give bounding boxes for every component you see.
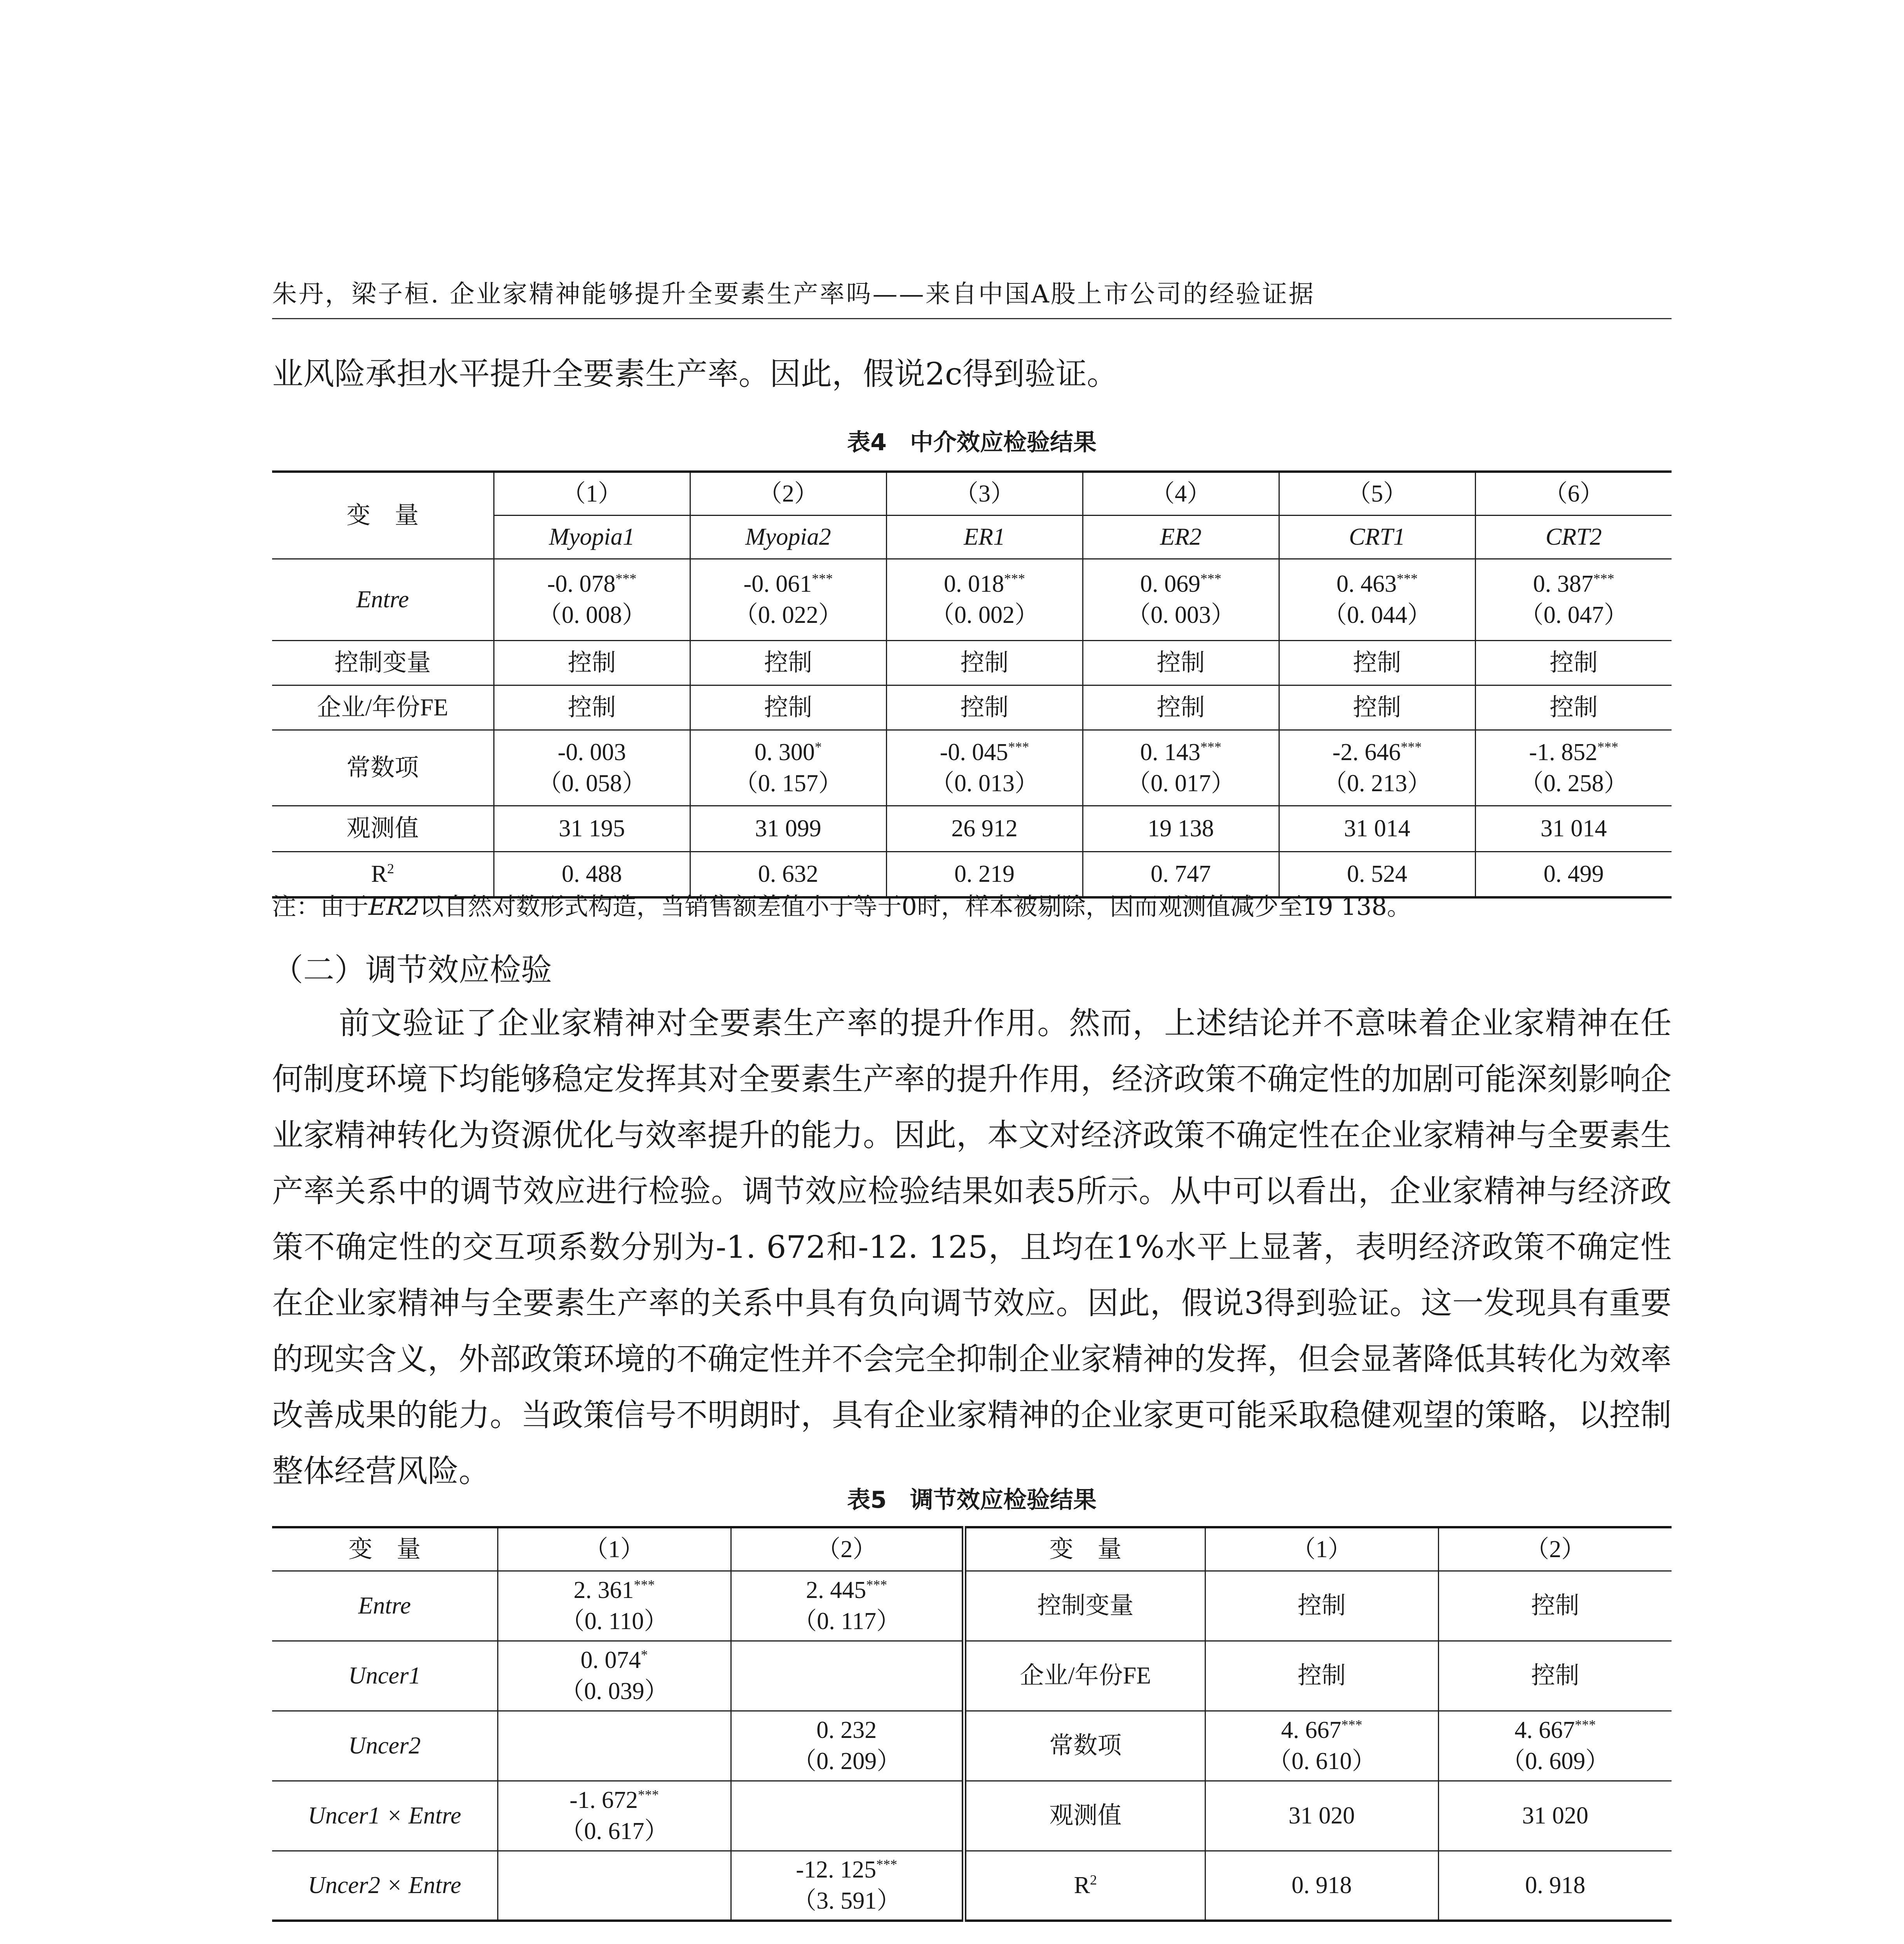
table4-note: 注：由于ER2以自然对数形式构造，当销售额差值小于等于0时，样本被剔除，因而观测值减少至19 138。 xyxy=(272,892,1411,921)
section-title-heterogeneity xyxy=(272,1938,521,1944)
table4-colname: ER1 xyxy=(886,515,1083,559)
row-label: 常数项 xyxy=(964,1711,1205,1781)
table-cell: 0. 488 xyxy=(494,851,690,897)
table-cell: 31 020 xyxy=(1205,1781,1438,1851)
table-cell: 4. 667*** （0. 610） xyxy=(1205,1711,1438,1781)
table-row xyxy=(272,1641,1672,1711)
table-cell: 控制 xyxy=(690,685,886,730)
table-cell: 19 138 xyxy=(1083,806,1279,851)
table-cell: -0. 003 （0. 058） xyxy=(494,730,690,806)
table5-var-header: 变 量 xyxy=(964,1527,1205,1571)
table4 xyxy=(272,470,1672,899)
table4-row-control xyxy=(272,640,1672,685)
table5 xyxy=(272,1526,1672,1922)
table-cell xyxy=(498,1851,731,1921)
table5-colnum: （2） xyxy=(1438,1527,1672,1571)
table4-colnum: （4） xyxy=(1083,472,1279,515)
table-cell: -0. 045*** （0. 013） xyxy=(886,730,1083,806)
table-cell: -2. 646*** （0. 213） xyxy=(1279,730,1475,806)
table-cell: -0. 078*** （0. 008） xyxy=(494,559,690,640)
table-cell xyxy=(731,1641,964,1711)
table-cell: 0. 524 xyxy=(1279,851,1475,897)
table4-colnum: （5） xyxy=(1279,472,1475,515)
row-label: Uncer2 xyxy=(272,1711,498,1781)
running-header: 朱丹，梁子桓. 企业家精神能够提升全要素生产率吗——来自中国A股上市公司的经验证据 xyxy=(272,280,1315,309)
row-label: 企业/年份FE xyxy=(272,685,494,730)
table-cell: 0. 463*** （0. 044） xyxy=(1279,559,1475,640)
table-cell: 31 195 xyxy=(494,806,690,851)
table-row xyxy=(272,1711,1672,1781)
table4-row-obs xyxy=(272,806,1672,851)
table5-caption xyxy=(272,1481,1672,1515)
paragraph-moderation: 前文验证了企业家精神对全要素生产率的提升作用。然而，上述结论并不意味着企业家精神在任何制度环境下均能够稳定发挥其对全要素生产率的提升作用，经济政策不确定性的加剧可能深刻影响企业家精神转化为资源优化与效率提升的能力。因此，本文对经济政策不确定性在企业家精神与全要素生产率关系中的调节效应进行检验。调节效应检验结果如表5所示。从中可以看出，企业家精神与经济政策不确定性的交互项系数分别为-1. 672和-12. 125，且均在1%水平上显著，表明经济政策不确定性在企业家精神与全要素生产率的关系中具有负向调节效应。因此，假说3得到验证。这一发现具有重要的现实含义，外部政策环境的不确定性并不会完全抑制企业家精神的发挥，但会显著降低其转化为效率改善成果的能力。当政策信号不明朗时，具有企业家精神的企业家更可能采取稳健观望的策略，以控制整体经营风险。 xyxy=(272,1005,1672,1489)
table-cell: 0. 918 xyxy=(1205,1851,1438,1921)
table4-caption xyxy=(272,424,1672,457)
table4-colname: Myopia1 xyxy=(494,515,690,559)
row-label: $R^2$ xyxy=(964,1851,1205,1921)
table-cell: 31 014 xyxy=(1279,806,1475,851)
table-cell: 2. 445*** （0. 117） xyxy=(731,1571,964,1641)
row-label: 观测值 xyxy=(272,806,494,851)
table4-colname: CRT2 xyxy=(1475,515,1672,559)
paragraph-continuation: 业风险承担水平提升全要素生产率。因此，假说2c得到验证。 xyxy=(272,356,1118,392)
table-cell: 0. 232 （0. 209） xyxy=(731,1711,964,1781)
table-cell: 控制 xyxy=(1475,640,1672,685)
table5-title: 调节效应检验结果 xyxy=(910,1486,1097,1514)
table4-colnum: （6） xyxy=(1475,472,1672,515)
header-rule xyxy=(272,318,1672,319)
table-cell xyxy=(498,1711,731,1781)
table-cell: 0. 632 xyxy=(690,851,886,897)
table-cell: 控制 xyxy=(1083,685,1279,730)
table-cell: -1. 672*** （0. 617） xyxy=(498,1781,731,1851)
table4-row-fe xyxy=(272,685,1672,730)
table5-label: 表5 xyxy=(847,1486,887,1514)
table4-colname: Myopia2 xyxy=(690,515,886,559)
row-label: 企业/年份FE xyxy=(964,1641,1205,1711)
row-label: 控制变量 xyxy=(964,1571,1205,1641)
table-cell: -1. 852*** （0. 258） xyxy=(1475,730,1672,806)
table-cell: 控制 xyxy=(1279,685,1475,730)
table-cell: 0. 069*** （0. 003） xyxy=(1083,559,1279,640)
table4-var-header: 变 量 xyxy=(272,472,494,559)
table-cell: 控制 xyxy=(886,640,1083,685)
table-cell: 控制 xyxy=(494,685,690,730)
table-cell: 控制 xyxy=(1438,1571,1672,1641)
row-label: 观测值 xyxy=(964,1781,1205,1851)
table4-row-entre xyxy=(272,559,1672,640)
table-cell: -0. 061*** （0. 022） xyxy=(690,559,886,640)
row-label: Uncer2 × Entre xyxy=(272,1851,498,1921)
table-cell: -12. 125*** （3. 591） xyxy=(731,1851,964,1921)
table-cell: 0. 219 xyxy=(886,851,1083,897)
table-cell: 控制 xyxy=(1205,1571,1438,1641)
table-cell: 0. 387*** （0. 047） xyxy=(1475,559,1672,640)
table-row xyxy=(272,1781,1672,1851)
table-cell: 控制 xyxy=(1083,640,1279,685)
table5-colnum: （2） xyxy=(731,1527,964,1571)
table4-colname: ER2 xyxy=(1083,515,1279,559)
table-cell: 0. 918 xyxy=(1438,1851,1672,1921)
table4-label: 表4 xyxy=(847,429,887,456)
table5-var-header: 变 量 xyxy=(272,1527,498,1571)
table-cell: 0. 747 xyxy=(1083,851,1279,897)
table-cell: 2. 361*** （0. 110） xyxy=(498,1571,731,1641)
table-cell: 控制 xyxy=(1438,1641,1672,1711)
row-label: 控制变量 xyxy=(272,640,494,685)
table4-row-const xyxy=(272,730,1672,806)
table5-colnum: （1） xyxy=(1205,1527,1438,1571)
table-row xyxy=(272,1851,1672,1921)
row-label: Entre xyxy=(272,559,494,640)
table-cell: 0. 074* （0. 039） xyxy=(498,1641,731,1711)
section-title-moderation: （二）调节效应检验 xyxy=(272,952,552,988)
table-cell xyxy=(731,1781,964,1851)
table-row xyxy=(272,1571,1672,1641)
table-cell: 控制 xyxy=(494,640,690,685)
table-cell: 控制 xyxy=(1475,685,1672,730)
row-label: Entre xyxy=(272,1571,498,1641)
table-cell: 0. 300* （0. 157） xyxy=(690,730,886,806)
table4-colname: CRT1 xyxy=(1279,515,1475,559)
table-cell: 控制 xyxy=(1205,1641,1438,1711)
row-label: $R^2$ xyxy=(272,851,494,897)
table-cell: 31 014 xyxy=(1475,806,1672,851)
table-cell: 控制 xyxy=(886,685,1083,730)
row-label: Uncer1 xyxy=(272,1641,498,1711)
table-cell: 0. 499 xyxy=(1475,851,1672,897)
table-cell: 26 912 xyxy=(886,806,1083,851)
table4-colnum: （2） xyxy=(690,472,886,515)
table4-colnum: （3） xyxy=(886,472,1083,515)
table4-colnum: （1） xyxy=(494,472,690,515)
row-label: 常数项 xyxy=(272,730,494,806)
table-cell: 0. 143*** （0. 017） xyxy=(1083,730,1279,806)
row-label: Uncer1 × Entre xyxy=(272,1781,498,1851)
table-cell: 控制 xyxy=(690,640,886,685)
table-cell: 31 099 xyxy=(690,806,886,851)
table-cell: 0. 018*** （0. 002） xyxy=(886,559,1083,640)
table4-title: 中介效应检验结果 xyxy=(910,429,1097,456)
table-cell: 控制 xyxy=(1279,640,1475,685)
table5-colnum: （1） xyxy=(498,1527,731,1571)
table-cell: 31 020 xyxy=(1438,1781,1672,1851)
table-cell: 4. 667*** （0. 609） xyxy=(1438,1711,1672,1781)
